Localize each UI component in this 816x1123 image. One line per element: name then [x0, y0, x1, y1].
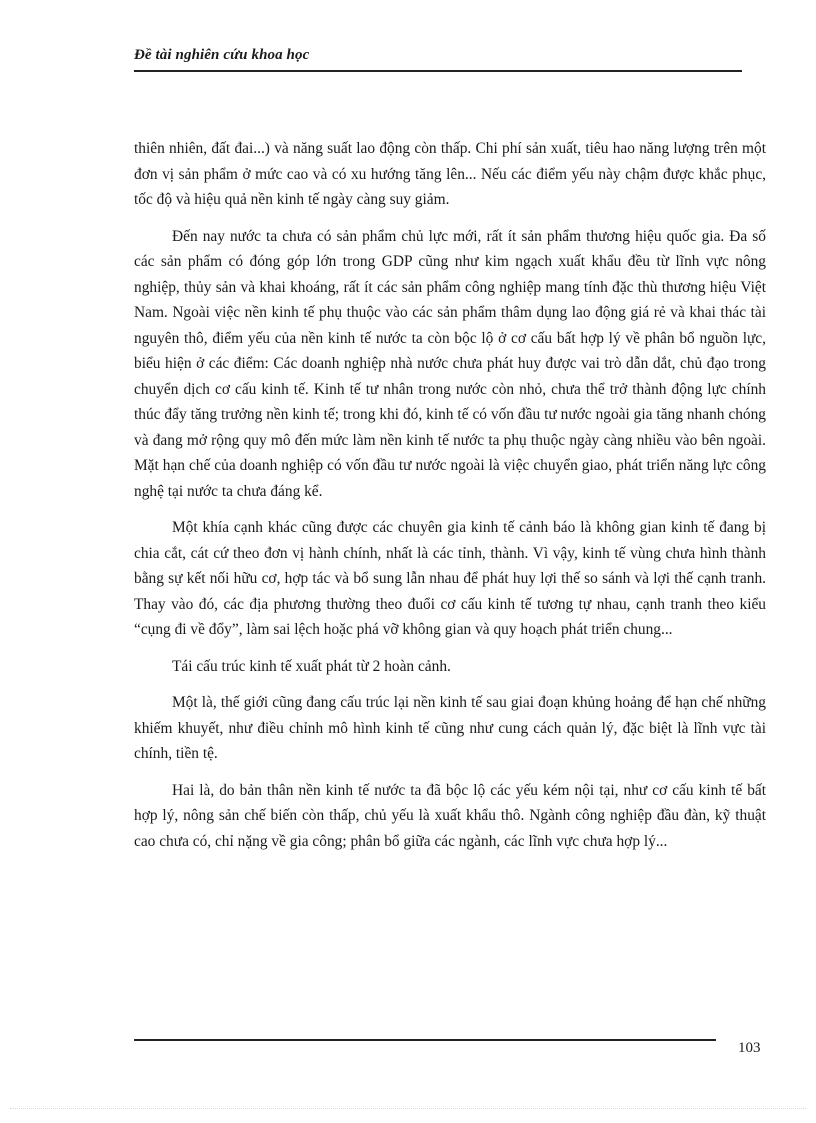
paragraph: Tái cấu trúc kinh tế xuất phát từ 2 hoàn cảnh. [172, 657, 451, 675]
running-header-title: Đề tài nghiên cứu khoa học [134, 47, 310, 63]
page-number: 103 [738, 1040, 761, 1056]
page-bottom-border [10, 1108, 806, 1109]
paragraph: Đến nay nước ta chưa có sản phẩm chủ lực mới, rất ít sản phẩm thương hiệu quốc gia. Đa số các sản phẩm có đóng góp lớn trong GDP cũng như kim ngạch xuất khẩu đều từ lĩnh vực nông nghiệp, thủy sản và khai khoáng, rất ít các sản phẩm công nghiệp mang tính đặc thù thương hiệu Việt Nam. Ngoài việc nền kinh tế phụ thuộc vào các sản phẩm thâm dụng lao động giá rẻ và khai thác tài nguyên thô, điểm yếu của nền kinh tế nước ta còn bộc lộ ở cơ cấu bất hợp lý về phân bổ nguồn lực, biểu hiện ở các điểm: Các doanh nghiệp nhà nước chưa phát huy được vai trò dẫn dắt, chủ đạo trong chuyển dịch cơ cấu kinh tế. Kinh tế tư nhân trong nước còn nhỏ, chưa thể trở thành động lực chính thúc đẩy tăng trưởng nền kinh tế; trong khi đó, kinh tế có vốn đầu tư nước ngoài gia tăng nhanh chóng và đang mở rộng quy mô đến mức làm nền kinh tế nước ta phụ thuộc ngày càng nhiều vào bên ngoài. Mặt hạn chế của doanh nghiệp có vốn đầu tư nước ngoài là việc chuyển giao, phát triển năng lực công nghệ tại nước ta chưa đáng kể. [134, 227, 766, 500]
paragraph: Một là, thế giới cũng đang cấu trúc lại nền kinh tế sau giai đoạn khủng hoảng để hạn chế những khiếm khuyết, như điều chỉnh mô hình kinh tế cũng như cung cách quản lý, đặc biệt là lĩnh vực tài chính, tiền tệ. [134, 694, 766, 762]
paragraph: Một khía cạnh khác cũng được các chuyên gia kinh tế cảnh báo là không gian kinh tế đang bị chia cắt, cát cứ theo đơn vị hành chính, nhất là các tỉnh, thành. Vì vậy, kinh tế vùng chưa hình thành bằng sự kết nối hữu cơ, hợp tác và bổ sung lẫn nhau để phát huy lợi thế so sánh và lợi thế cạnh tranh. Thay vào đó, các địa phương thường theo đuổi cơ cấu kinh tế tương tự nhau, cạnh tranh theo kiểu “cụng đi về đổy”, làm sai lệch hoặc phá vỡ không gian và quy hoạch phát triển chung... [134, 519, 766, 638]
body-text [134, 136, 766, 865]
header-rule [134, 70, 742, 72]
footer-rule [134, 1039, 716, 1041]
paragraph: Hai là, do bản thân nền kinh tế nước ta đã bộc lộ các yếu kém nội tại, như cơ cấu kinh tế bất hợp lý, nông sản chế biến còn thấp, chủ yếu là xuất khẩu thô. Ngành công nghiệp đầu đàn, kỹ thuật cao chưa có, chỉ nặng về gia công; phân bổ giữa các ngành, các lĩnh vực chưa hợp lý... [134, 781, 766, 850]
paragraph-continuation: thiên nhiên, đất đai...) và năng suất lao động còn thấp. Chi phí sản xuất, tiêu hao năng lượng trên một đơn vị sản phẩm ở mức cao và có xu hướng tăng lên... Nếu các điểm yếu này chậm được khắc phục, tốc độ và hiệu quả nền kinh tế ngày càng suy giảm. [134, 140, 766, 208]
